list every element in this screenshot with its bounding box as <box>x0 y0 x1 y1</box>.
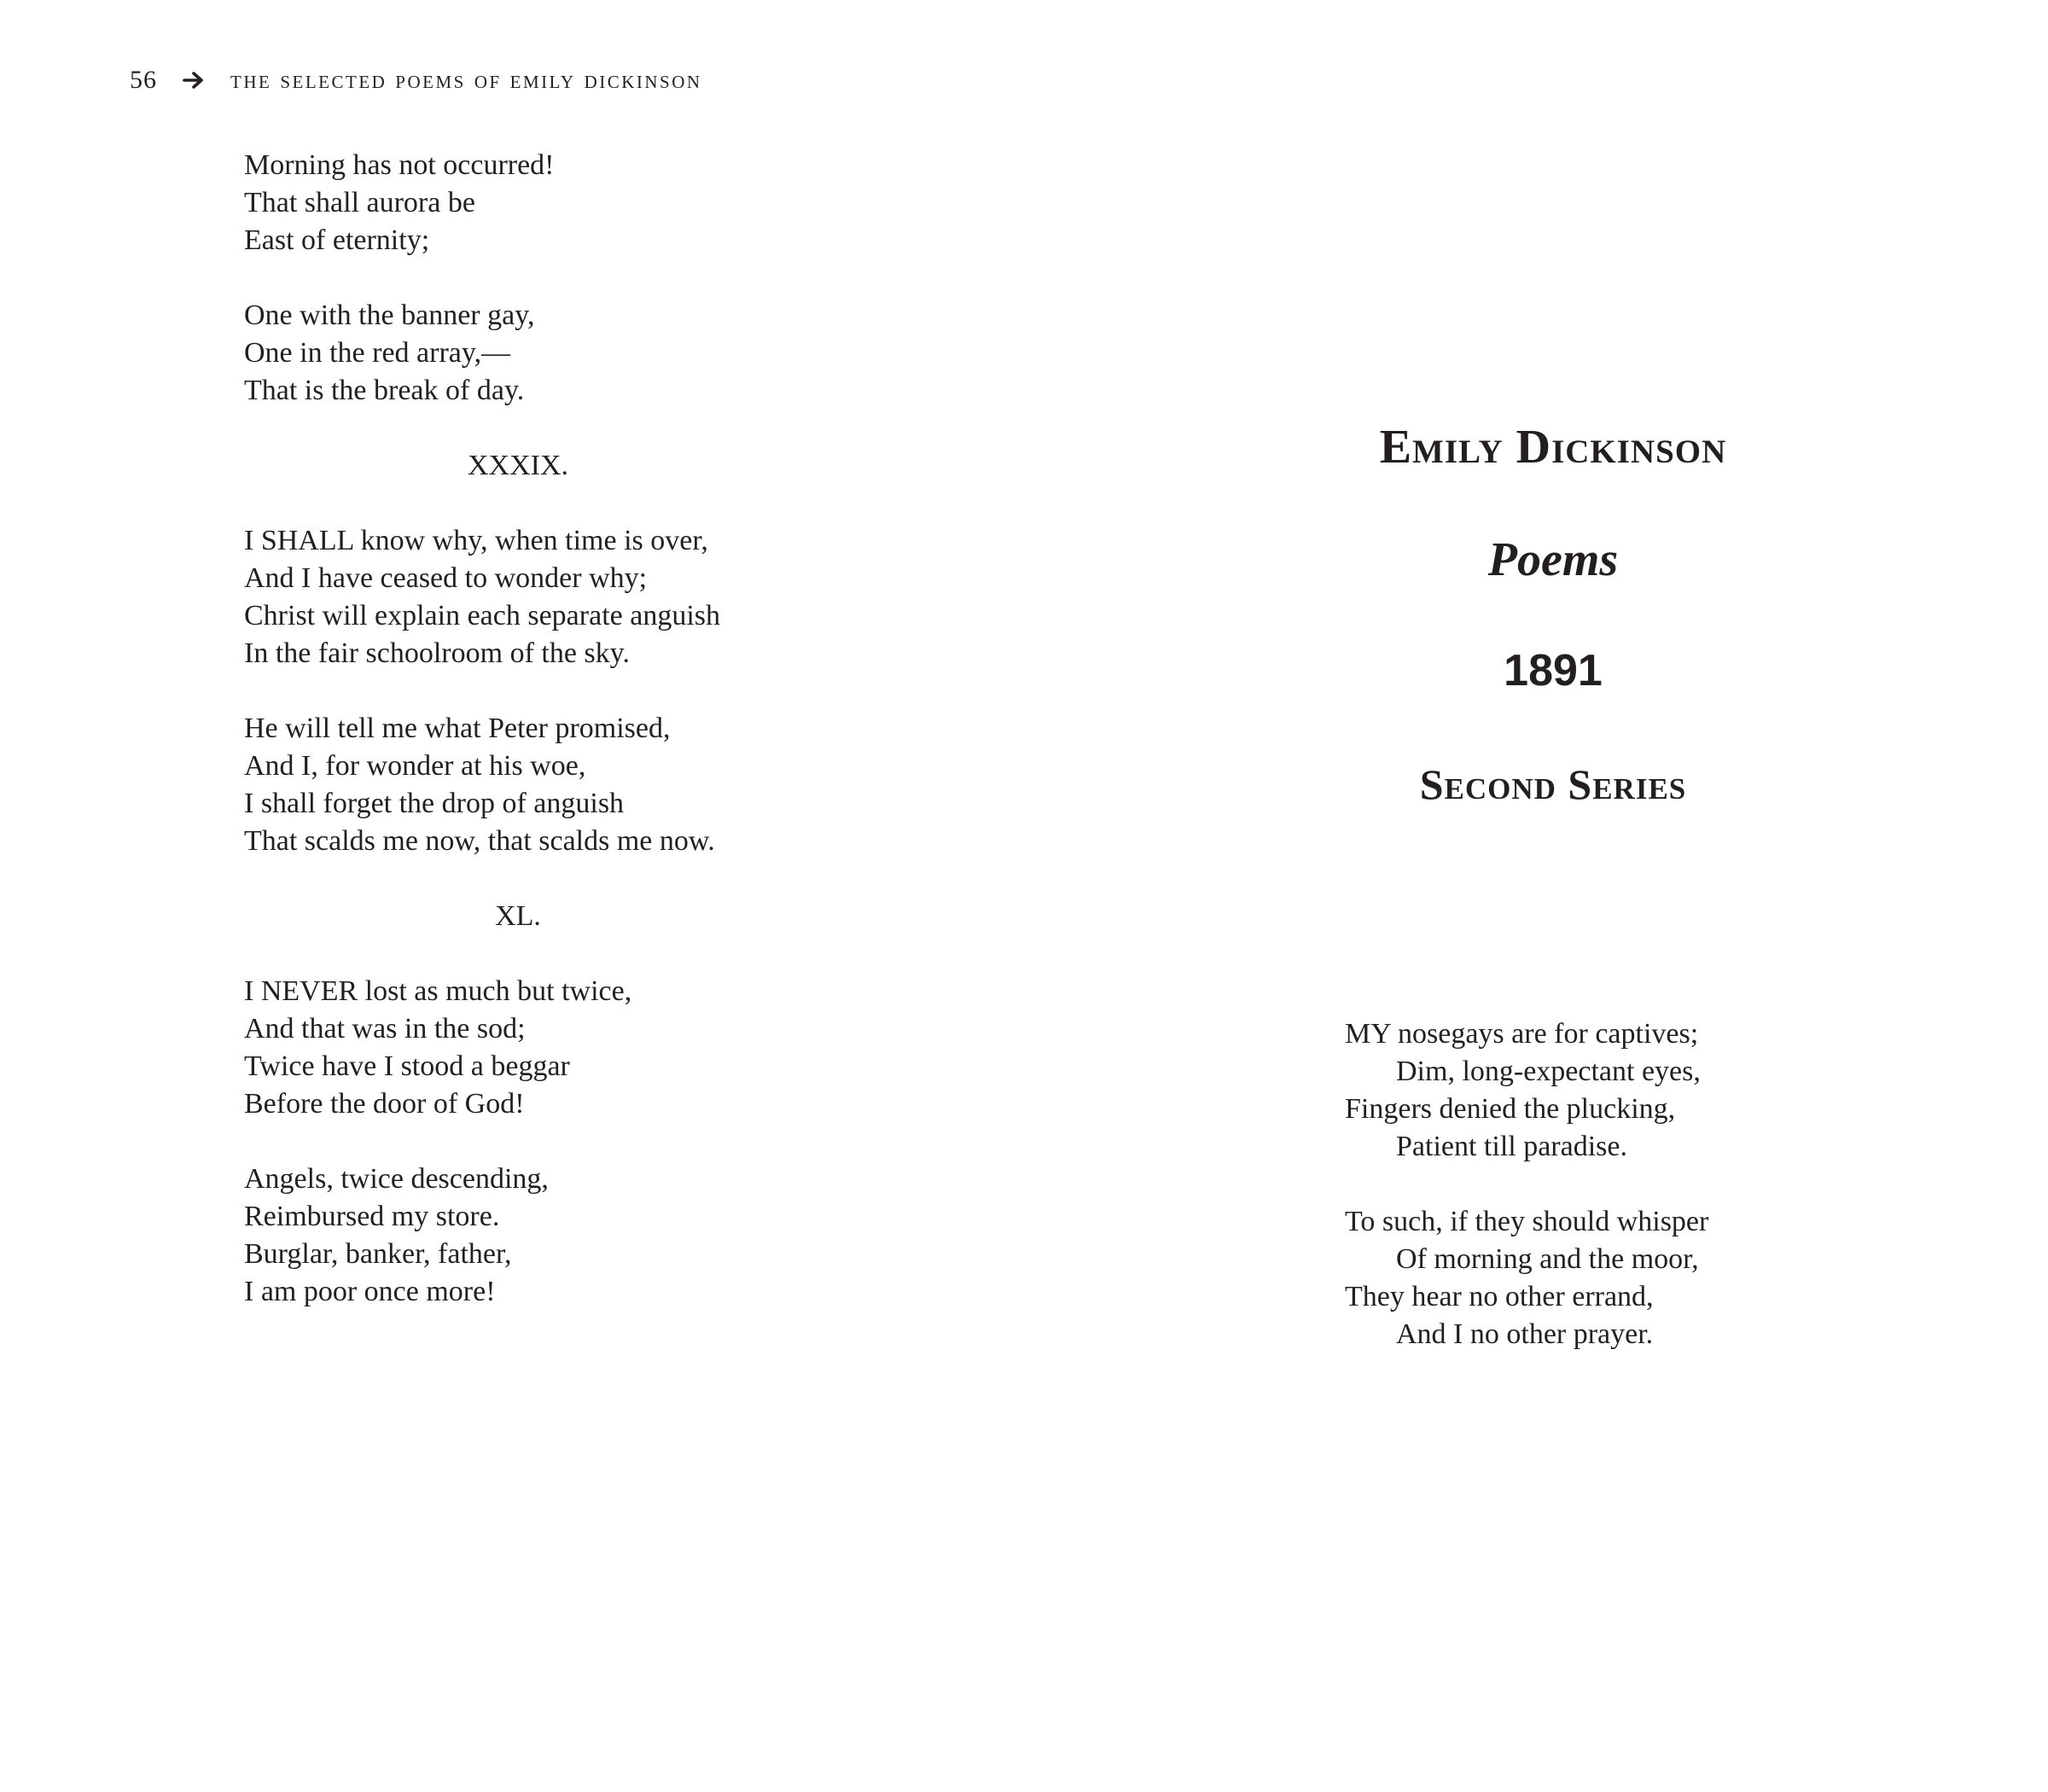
verse-line: Dim, long-expectant eyes, <box>1396 1056 1701 1087</box>
prefatory-poem <box>1345 1015 1857 1353</box>
verse-line: Burglar, banker, father, <box>244 1238 512 1270</box>
verse-line: And I, for wonder at his woe, <box>244 750 586 782</box>
author-heading: Emily Dickinson <box>1379 421 1727 474</box>
poem-39-stanza-2 <box>244 710 893 860</box>
verse-line: In the fair schoolroom of the sky. <box>244 637 630 669</box>
verse-line: That scalds me now, that scalds me now. <box>244 825 715 857</box>
verse-line: One in the red array,— <box>244 337 511 369</box>
verse-line: Twice have I stood a beggar <box>244 1050 570 1082</box>
running-title: the selected poems of emily dickinson <box>230 66 702 94</box>
verse-line: One with the banner gay, <box>244 300 535 331</box>
verse-line: Fingers denied the plucking, <box>1345 1093 1676 1125</box>
verse-line: Morning has not occurred! <box>244 149 555 181</box>
series-title: Second Series <box>1419 760 1687 808</box>
verse-line: I am poor once more! <box>244 1276 496 1307</box>
verse-line: Reimbursed my store. <box>244 1201 500 1232</box>
verse-line: Angels, twice descending, <box>244 1163 549 1195</box>
verse-line: And I have ceased to wonder why; <box>244 562 648 594</box>
verse-line: He will tell me what Peter promised, <box>244 713 671 744</box>
verse-line: To such, if they should whisper <box>1345 1206 1709 1237</box>
verse-line: And that was in the sod; <box>244 1013 526 1044</box>
verse-line: And I no other prayer. <box>1396 1318 1654 1350</box>
verse-line: I NEVER lost as much but twice, <box>244 975 632 1007</box>
verse-line: Patient till paradise. <box>1396 1131 1627 1162</box>
poem-39-stanza-1 <box>244 522 893 672</box>
poem-40-stanza-1 <box>244 973 893 1123</box>
page-number: 56 <box>130 66 157 94</box>
verse-line: MY nosegays are for captives; <box>1345 1018 1699 1050</box>
verse-line: I SHALL know why, when time is over, <box>244 525 708 556</box>
poem-numeral-xxxix: XXXIX. <box>467 450 569 481</box>
stanza-continued-a <box>244 147 893 259</box>
publication-year: 1891 <box>1504 646 1603 695</box>
verse-line: I shall forget the drop of anguish <box>244 788 625 819</box>
left-page-text <box>244 147 893 1311</box>
verse-line: East of eternity; <box>244 224 430 256</box>
collection-title: Poems <box>1487 533 1619 586</box>
stanza-continued-b <box>244 297 893 410</box>
verse-line: Of morning and the moor, <box>1396 1243 1699 1275</box>
verse-line: That is the break of day. <box>244 375 525 406</box>
prefatory-stanza-2 <box>1345 1203 1857 1353</box>
running-header <box>130 61 702 99</box>
prefatory-stanza-1 <box>1345 1015 1857 1166</box>
verse-line: That shall aurora be <box>244 187 475 218</box>
arrow-right-icon <box>183 71 205 90</box>
verse-line: Before the door of God! <box>244 1088 525 1120</box>
poem-40-stanza-2 <box>244 1161 893 1311</box>
verse-line: Christ will explain each separate anguish <box>244 600 720 631</box>
verse-line: They hear no other errand, <box>1345 1281 1654 1312</box>
poem-numeral-xl: XL. <box>495 900 541 932</box>
